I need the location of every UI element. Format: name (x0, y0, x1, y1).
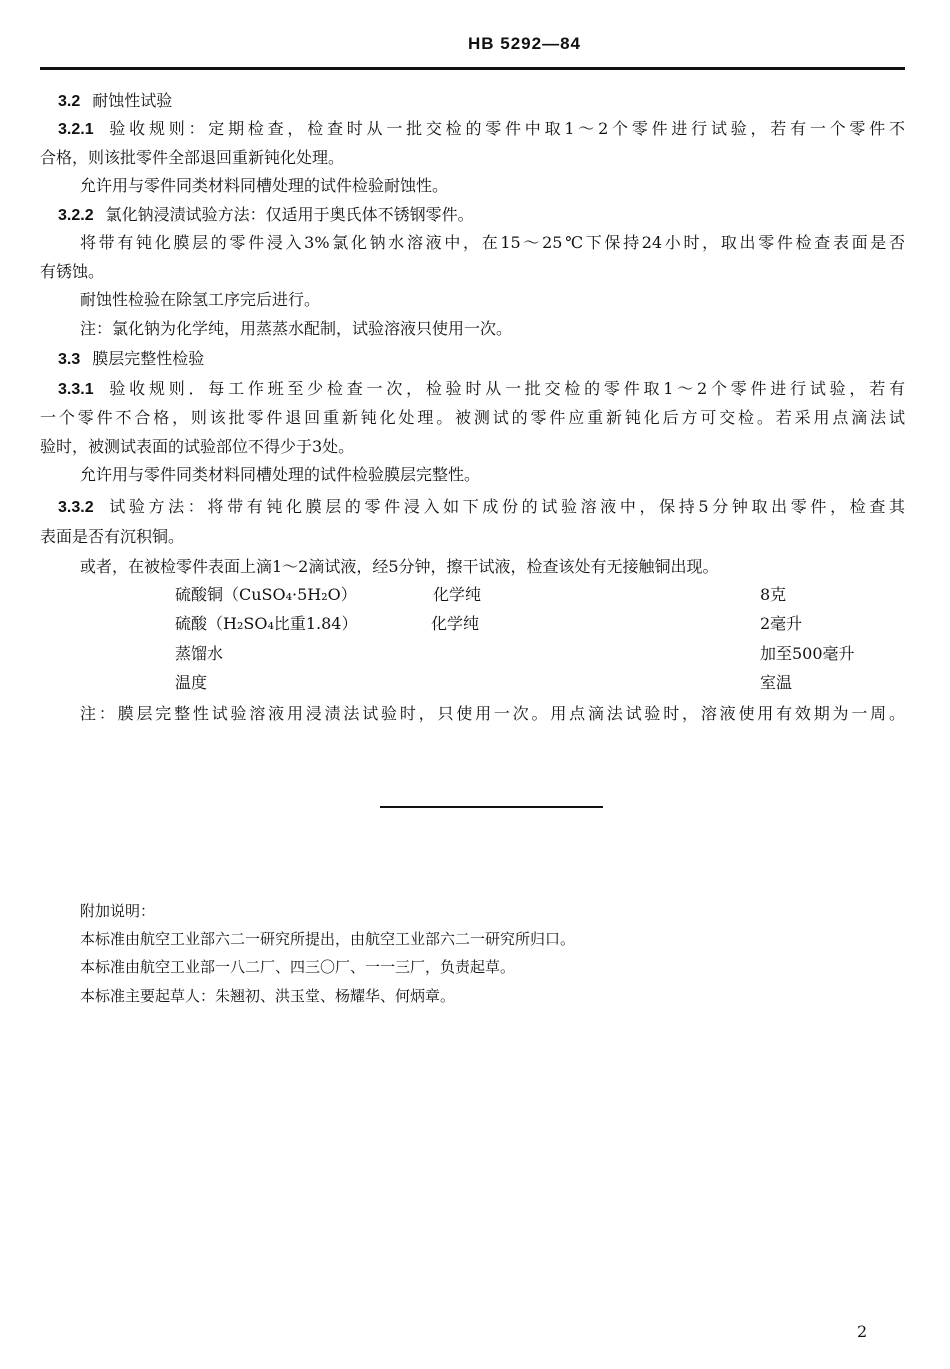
document-number: HB 5292—84 (468, 34, 582, 53)
note: 注：氯化钠为化学纯，用蒸蒸水配制，试验溶液只使用一次。 (80, 319, 513, 338)
reagent-amount: 室温 (760, 673, 793, 692)
appendix-title: 附加说明： (80, 902, 156, 920)
paragraph-line: 允许用与零件同类材料同槽处理的试件检验耐蚀性。 (80, 176, 449, 195)
paragraph-line: 有锈蚀。 (40, 262, 105, 281)
clause-3-2-2 (58, 204, 474, 227)
paragraph-line: 或者，在被检零件表面上滴1～2滴试液，经5分钟，擦干试液，检查该处有无接触铜出现。 (80, 557, 719, 576)
clause-number: 3.3.1 (58, 381, 94, 398)
reagent-name: 蒸馏水 (175, 644, 224, 663)
clause-text: 验收规则．每工作班至少检查一次，检验时从一批交检的零件取1～2个零件进行试验，若有 (105, 379, 905, 398)
clause-number: 3.2.1 (58, 121, 94, 138)
reagent-amount: 加至500毫升 (760, 644, 855, 663)
clause-number: 3.3.2 (58, 499, 94, 516)
section-number: 3.2 (58, 93, 81, 110)
reagent-grade: 化学纯 (431, 614, 480, 633)
appendix-line: 本标准主要起草人：朱翘初、洪玉堂、杨耀华、何炳章。 (80, 987, 456, 1005)
appendix-line: 本标准由航空工业部一八二厂、四三〇厂、一一三厂，负责起草。 (80, 958, 516, 976)
section-title: 膜层完整性检验 (92, 349, 205, 368)
reagent-name: 温度 (175, 673, 208, 692)
clause-number: 3.2.2 (58, 207, 94, 224)
section-title: 耐蚀性试验 (92, 91, 173, 110)
appendix-line: 本标准由航空工业部六二一研究所提出，由航空工业部六二一研究所归口。 (80, 930, 576, 948)
clause-text: 验收规则：定期检查，检查时从一批交检的零件中取1～2个零件进行试验，若有一个零件不 (105, 119, 905, 138)
clause-text: 试验方法：将带有钝化膜层的零件浸入如下成份的试验溶液中，保持5分钟取出零件，检查其 (105, 497, 905, 516)
paragraph-line: 允许用与零件同类材料同槽处理的试件检验膜层完整性。 (80, 465, 481, 484)
paragraph-line: 验时，被测试表面的试验部位不得少于3处。 (40, 437, 355, 456)
paragraph-line: 耐蚀性检验在除氢工序完后进行。 (80, 290, 321, 309)
paragraph-line: 将带有钝化膜层的零件浸入3%氯化钠水溶液中，在15～25℃下保持24小时，取出零件检查表面是否 (80, 233, 905, 252)
note: 注：膜层完整性试验溶液用浸渍法试验时，只使用一次。用点滴法试验时，溶液使用有效期为一周。 (80, 704, 905, 723)
clause-3-2-1 (58, 118, 905, 141)
paragraph-line: 表面是否有沉积铜。 (40, 527, 185, 546)
reagent-grade: 化学纯 (433, 585, 482, 604)
end-rule (380, 806, 603, 808)
clause-text: 氯化钠浸渍试验方法：仅适用于奥氏体不锈钢零件。 (105, 205, 474, 224)
reagent-amount: 8克 (760, 585, 787, 604)
paragraph-line: 一个零件不合格，则该批零件退回重新钝化处理。被测试的零件应重新钝化后方可交检。若采用点滴法试 (40, 408, 905, 427)
clause-3-3-1 (58, 378, 905, 401)
reagent-name: 硫酸（H₂SO₄比重1.84） (175, 614, 358, 633)
paragraph-line: 合格，则该批零件全部退回重新钝化处理。 (40, 148, 345, 167)
page-number: 2 (857, 1322, 868, 1341)
reagent-name: 硫酸铜（CuSO₄·5H₂O） (175, 585, 357, 604)
section-number: 3.3 (58, 351, 81, 368)
header-rule (40, 67, 905, 70)
section-heading-3-2 (58, 90, 172, 113)
section-heading-3-3 (58, 348, 204, 371)
reagent-amount: 2毫升 (760, 614, 803, 633)
clause-3-3-2 (58, 496, 905, 519)
